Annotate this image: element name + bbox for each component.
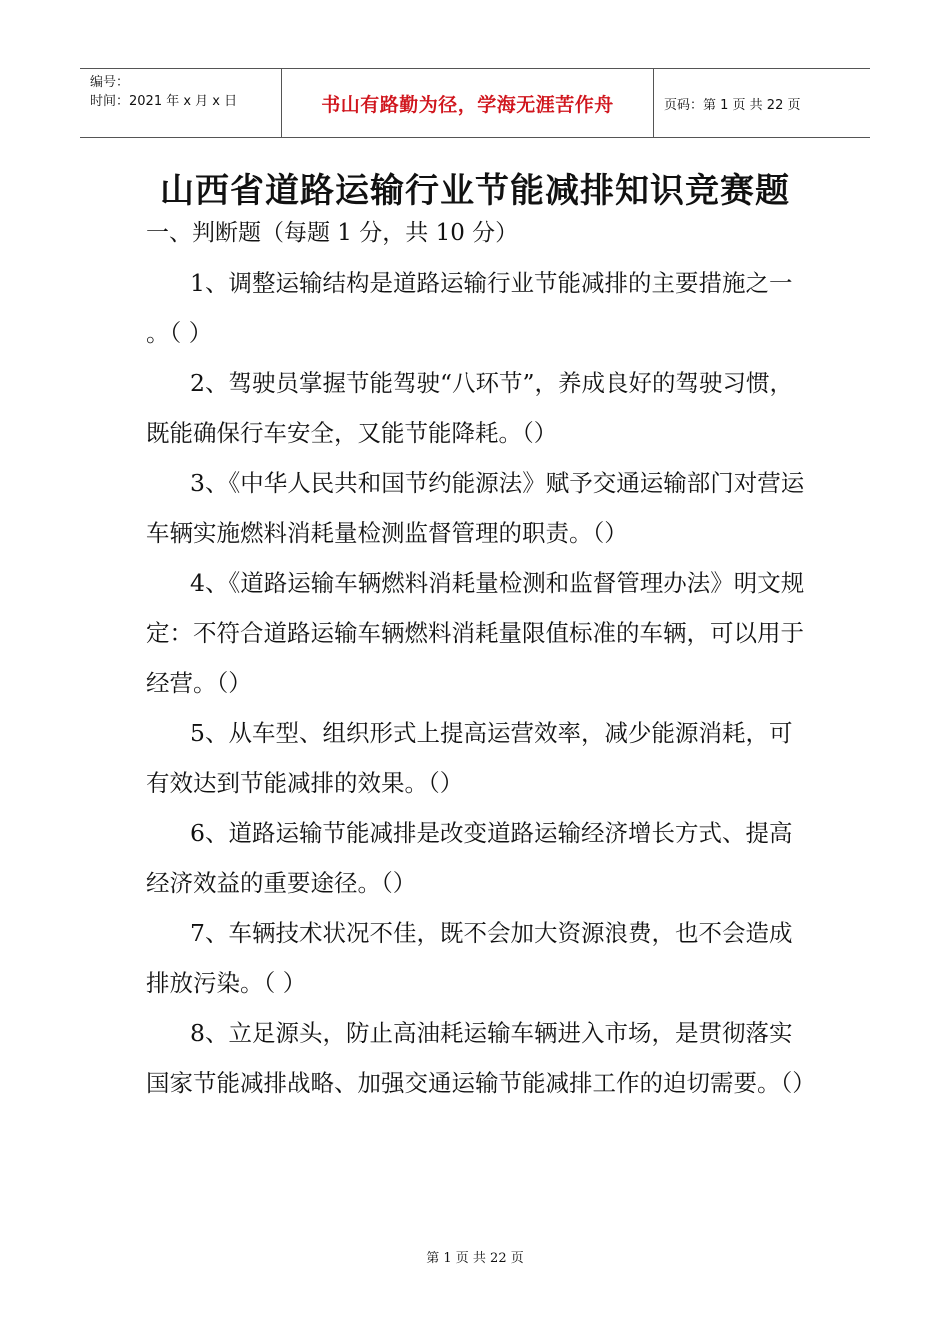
question-list (146, 258, 816, 1108)
date-label: 时间：2021 年 x 月 x 日 (90, 94, 238, 109)
question-item: 7、车辆技术状况不佳，既不会加大资源浪费，也不会造成排放污染。（ ） (146, 919, 793, 997)
question-item: 4、《道路运输车辆燃料消耗量检测和监督管理办法》明文规定：不符合道路运输车辆燃料消耗量限值标准的车辆，可以用于经营。（） (146, 569, 805, 697)
page-footer: 第 1 页 共 22 页 (426, 1251, 524, 1266)
question-item: 6、道路运输节能减排是改变道路运输经济增长方式、提高经济效益的重要途径。（） (146, 819, 793, 897)
number-label: 编号： (90, 75, 130, 90)
header-meta (80, 69, 282, 137)
question-item: 8、立足源头，防止高油耗运输车辆进入市场，是贯彻落实国家节能减排战略、加强交通运输节能减排工作的迫切需要。（） (146, 1019, 816, 1097)
document-header (80, 68, 870, 138)
question-item: 2、驾驶员掌握节能驾驶“八环节”，养成良好的驾驶习惯，既能确保行车安全，又能节能降耗。（） (146, 369, 793, 447)
question-item: 3、《中华人民共和国节约能源法》赋予交通运输部门对营运车辆实施燃料消耗量检测监督管理的职责。（） (146, 469, 805, 547)
question-item: 5、从车型、组织形式上提高运营效率，减少能源消耗，可有效达到节能减排的效果。（） (146, 719, 793, 797)
header-page-info: 页码：第 1 页 共 22 页 (664, 97, 801, 113)
section-heading: 一、判断题（每题 1 分，共 10 分） (146, 220, 519, 246)
header-motto: 书山有路勤为径，学海无涯苦作舟 (282, 69, 654, 137)
question-item: 1、调整运输结构是道路运输行业节能减排的主要措施之一 。（ ） (146, 269, 793, 347)
page-title: 山西省道路运输行业节能减排知识竞赛题 (160, 171, 790, 211)
